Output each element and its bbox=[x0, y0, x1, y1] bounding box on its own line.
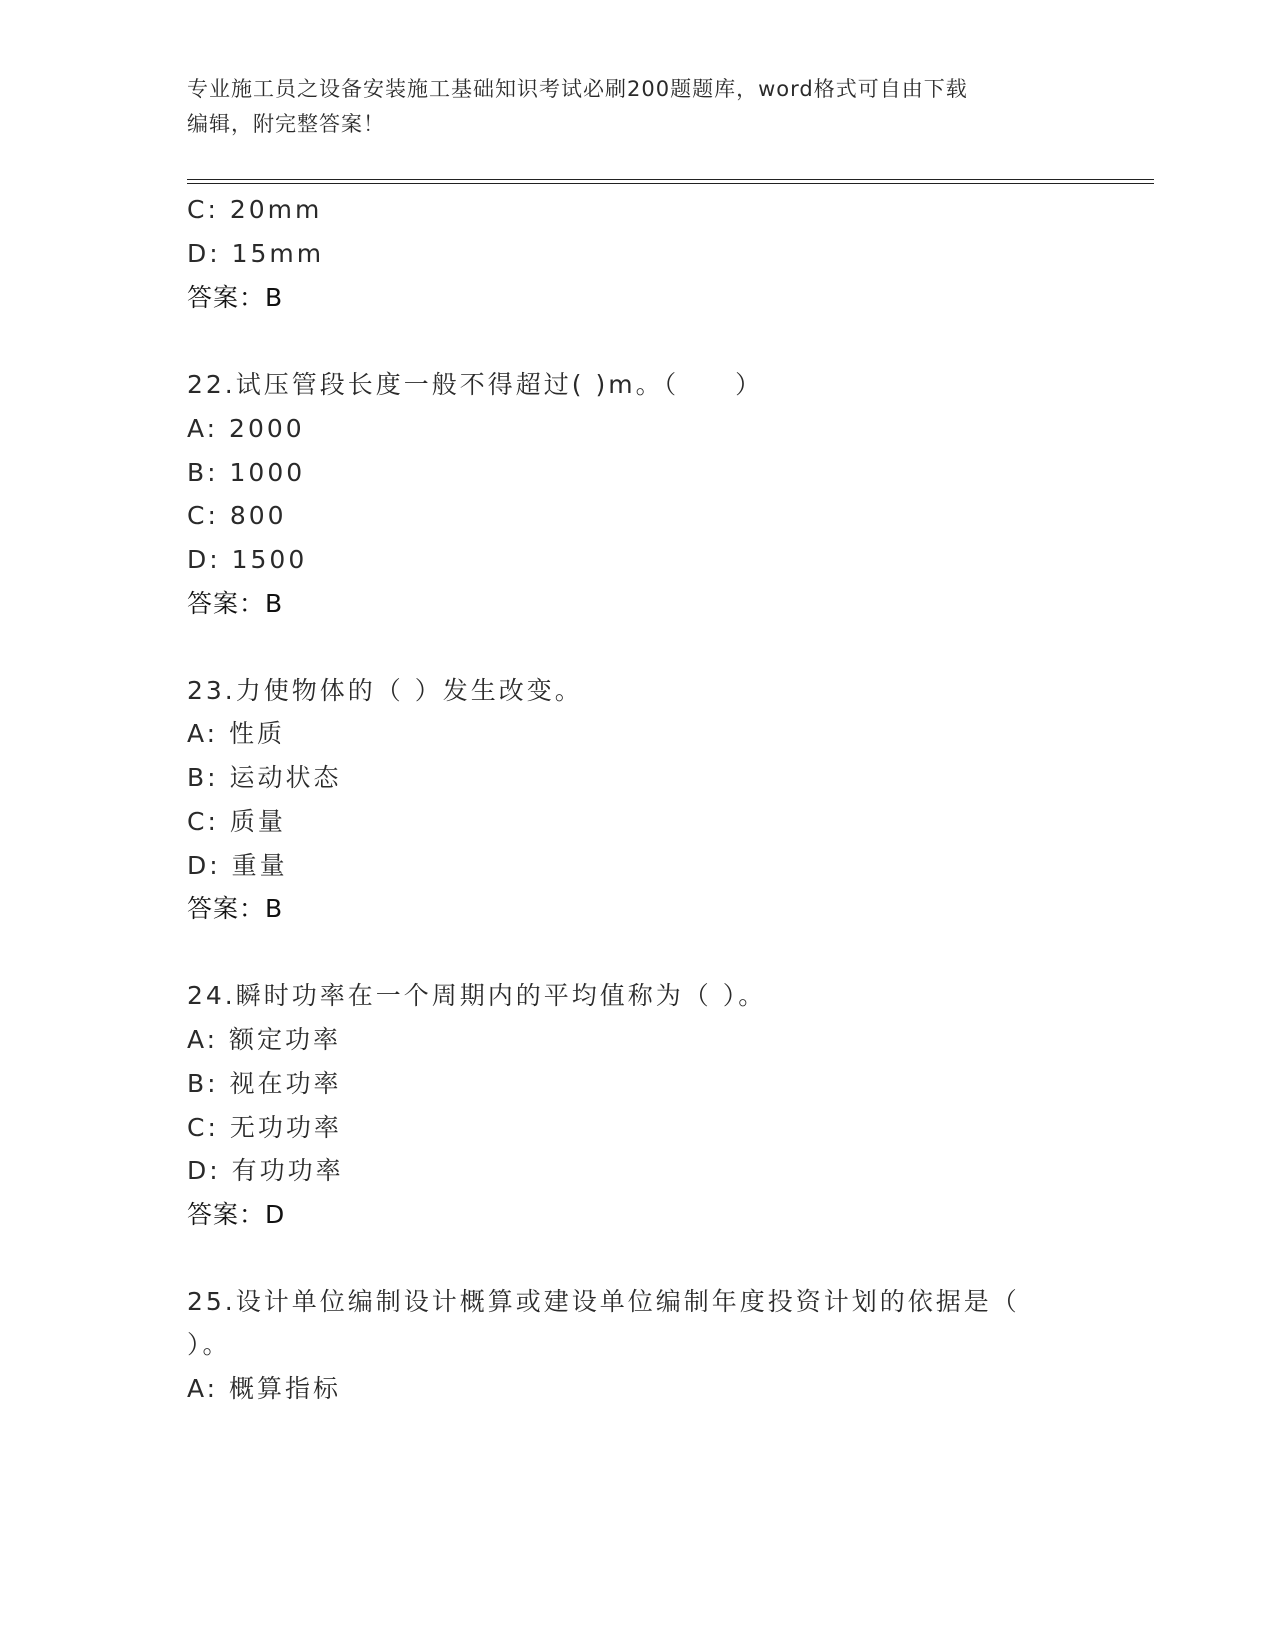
q24-option-b: B: 视在功率 bbox=[187, 1069, 342, 1098]
q22-answer: 答案：B bbox=[187, 589, 284, 618]
q25-option-a: A: 概算指标 bbox=[187, 1374, 342, 1403]
q24-option-c: C: 无功功率 bbox=[187, 1113, 342, 1142]
q22-option-d: D: 1500 bbox=[187, 545, 308, 574]
q25-question-line-2: ）。 bbox=[187, 1330, 231, 1359]
header-title-line-1: 专业施工员之设备安装施工基础知识考试必刷200题题库，word格式可自由下载 bbox=[187, 77, 968, 101]
q22-question: 22.试压管段长度一般不得超过( )m。（ ） bbox=[187, 370, 764, 399]
q24-answer: 答案：D bbox=[187, 1200, 286, 1229]
q24-question: 24.瞬时功率在一个周期内的平均值称为（ ）。 bbox=[187, 981, 767, 1010]
header-title-line-2: 编辑，附完整答案！ bbox=[187, 112, 385, 136]
q23-option-b: B: 运动状态 bbox=[187, 763, 342, 792]
q21-option-c: C: 20mm bbox=[187, 195, 323, 224]
q24-option-a: A: 额定功率 bbox=[187, 1025, 342, 1054]
q25-question-line-1: 25.设计单位编制设计概算或建设单位编制年度投资计划的依据是（ bbox=[187, 1287, 1020, 1316]
q22-option-c: C: 800 bbox=[187, 501, 287, 530]
q23-answer: 答案：B bbox=[187, 894, 284, 923]
q21-option-d: D: 15mm bbox=[187, 239, 325, 268]
header-divider-bottom bbox=[187, 183, 1154, 184]
q22-option-b: B: 1000 bbox=[187, 458, 306, 487]
q22-option-a: A: 2000 bbox=[187, 414, 305, 443]
q23-option-d: D: 重量 bbox=[187, 851, 288, 880]
document-header bbox=[187, 72, 1067, 142]
q23-option-a: A: 性质 bbox=[187, 719, 286, 748]
q24-option-d: D: 有功功率 bbox=[187, 1156, 344, 1185]
header-divider-top bbox=[187, 179, 1154, 180]
q21-answer: 答案：B bbox=[187, 283, 284, 312]
q23-option-c: C: 质量 bbox=[187, 807, 286, 836]
q23-question: 23.力使物体的（ ）发生改变。 bbox=[187, 676, 583, 705]
